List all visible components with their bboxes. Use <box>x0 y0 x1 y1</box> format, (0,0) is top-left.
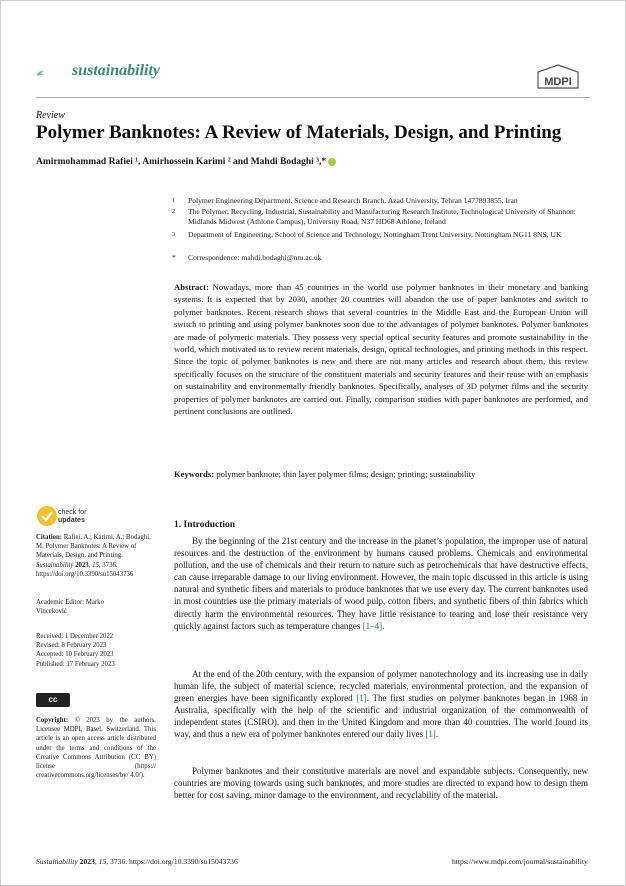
citation-volume: 15 <box>92 561 99 569</box>
check-for-text: check for <box>58 509 87 516</box>
updates-text: updates <box>58 517 85 524</box>
cc-icon: cc <box>48 695 58 704</box>
citation-link[interactable]: [1] <box>356 693 367 704</box>
copyright-block <box>36 716 156 780</box>
abstract-text: Nowadays, more than 45 countries in the world use polymer banknotes in their monetary and banking systems. It is expected that by 2030, another 20 countries will abandon the use of paper banknotes and switch to polymer banknotes. Recent research shows that several countries in the Middle East and the European Union will switch to printing and using polymer banknotes soon due to the advantages of polymer banknotes. Polymer banknotes are made of polymeric materials. They possess very special optical security features and promote sustainability in the world, which motivated us to review recent materials, design, optical technologies, and printing methods in this respect. Since the topic of polymer banknotes is new and there are not many articles and research about them, this review specifically focuses on the structure of the constituent materials and security features and their reuse with an emphasis on sustainability and environmentally friendly banknotes. Specifically, analyses of 3D polymer films and the security properties of polymer banknotes are carried out. Finally, comparison studies with paper banknotes are performed, and pertinent conclusions are outlined. <box>174 282 588 417</box>
citation-journal: Sustainability <box>36 561 74 569</box>
citation-pages: , 3736. <box>98 561 118 569</box>
journal-name: sustainability <box>72 62 161 79</box>
authors-text: Amirmohammad Rafiei ¹, Amirhossein Karimi ² and Mahdi Bodaghi ³,* <box>36 157 327 167</box>
footer-citation: Sustainability 2023, 15, 3736. https://doi.org/10.3390/su15043736 <box>36 857 238 866</box>
affiliation-number: 1 <box>172 198 175 204</box>
intro-paragraph-1: By the beginning of the 21st century and the increase in the planet’s population, the improper use of natural resources and the destruction of the environment by humans caused problems. Chemicals and environmental pollution, and the use of chemicals and their return to nature such as petrochemicals that have destructive effects, can cause irreparable damage to our living environment. However, the main topic discussed in this article is using natural and synthetic fibers and materials to produce banknotes that we use every day. The current banknotes used in most countries use the primary materials of wood pulp, cotton fibers, and synthetic fibers of thin fabrics which directly harm the environmental resources. They have little resistance to tearing and lose their resistance very quickly against factors such as temperature changes [1–4]. <box>174 536 588 631</box>
academic-editor <box>36 598 156 616</box>
paragraph-text: Polymer banknotes and their constitutive materials are novel and expandable subjects. Consequently, new countries are moving towards using such banknotes, and more studies are directed to expand how to design them better for cost saving, minor damage to the environment, and recyclability of the material. <box>174 766 588 801</box>
footer-doi[interactable]: , 3736. https://doi.org/10.3390/su15043736 <box>106 857 238 866</box>
footer-journal-url[interactable]: https://www.mdpi.com/journal/sustainability <box>452 857 588 866</box>
article-type: Review <box>36 110 65 121</box>
date-received: Received: 1 December 2022 <box>36 633 114 640</box>
date-revised: Revised: 8 February 2023 <box>36 642 107 650</box>
intro-paragraph-2: At the end of the 20th century, with the expansion of polymer nanotechnology and its increasing use in daily human life, the subject of material science, recycled materials, environmental protection, and the expansion of green energies have been significantly explored [1]. The first studies on polymer banknotes began in 1968 in Australia, specifically with the help of the scientific and industrial organization of the commonwealth of independent states (CSIRO), and then in the United Kingdom and more than 40 countries. The world found its way, and thus a new era of polymer banknotes entered our daily lives [1]. <box>174 669 589 740</box>
check-for-updates-label[interactable] <box>58 509 86 525</box>
copyright-text: © 2023 by the authors. Licensee MDPI, Basel, Switzerland. This article is an open access article distributed under the terms and conditions of the Creative Commons Attribution (CC BY) license (https:// creativecommons.org/licenses/by/ 4.0/). <box>36 717 156 780</box>
affiliation-text: Department of Engineering, School of Science and Technology, Nottingham Trent University, Nottingham NG11 8NS, UK <box>188 230 562 239</box>
paragraph-text: At the end of the 20th century, with the expansion of polymer nanotechnology and its increasing use in daily human life, the subject of material science, recycled materials, environmental protection, and the expansion of green energies have been significantly explored <box>174 669 588 704</box>
article-title: Polymer Banknotes: A Review of Materials, Design, and Printing <box>36 122 562 143</box>
citation-link[interactable]: [1–4] <box>362 620 383 631</box>
affiliation-number: * <box>172 253 176 262</box>
citation-block: Citation: Rafiei, A.; Karimi, A.; Bodaghi, M. Polymer Banknotes: A Review of Materials, Design, and Printing. Sustainability 2023, 15, 3736. https://doi.org/10.3390/su15043736 <box>36 534 151 578</box>
mdpi-logo <box>536 64 580 92</box>
keywords-text: polymer banknote; thin layer polymer films; design; printing; sustainability <box>216 469 476 479</box>
cc-by-license-badge[interactable] <box>36 693 70 707</box>
footer-volume: 15 <box>98 857 107 866</box>
copyright-label: Copyright: <box>36 717 69 724</box>
abstract-label: Abstract: <box>174 282 209 292</box>
citation-year: 2023 <box>75 561 89 569</box>
affiliation-text: The Polymer, Recycling, Industrial, Sustainability and Manufacturing Research Institute, Technological University of Shannon: Midlands Midwest (Athlone Campus), University Road, N37 HD68 Athlone, Ireland <box>188 207 576 226</box>
correspondence-text[interactable]: Correspondence: mahdi.bodaghi@ntu.ac.uk <box>188 253 322 262</box>
date-published: Published: 17 February 2023 <box>36 660 115 668</box>
intro-paragraph-3 <box>174 765 588 801</box>
author-list <box>36 157 336 167</box>
citation-link[interactable]: [1] <box>425 729 436 740</box>
section-heading: 1. Introduction <box>174 520 236 530</box>
abstract <box>174 281 588 417</box>
editor-label: Academic Editor: Marko <box>36 599 104 606</box>
affiliation-number: 2 <box>172 209 175 215</box>
citation-doi[interactable]: https://doi.org/10.3390/su15043736 <box>36 570 134 578</box>
publication-dates <box>36 632 156 669</box>
editor-name: Vinceković <box>36 608 67 616</box>
citation-text: Rafiei, A.; Karimi, A.; Bodaghi, M. Polymer Banknotes: A Review of Materials, Design, and Printing. <box>36 534 151 560</box>
check-for-updates-icon[interactable] <box>36 505 58 527</box>
footer-year: 2023 <box>79 857 95 866</box>
footer-journal: Sustainability <box>36 857 78 866</box>
publisher-name: MDPI <box>544 76 572 88</box>
header-divider <box>36 97 590 98</box>
affiliation-text: Polymer Engineering Department, Science and Research Branch, Azad University, Tehran 1477893855, Iran <box>188 196 518 205</box>
citation-label: Citation: <box>36 534 63 541</box>
keywords-label: Keywords: <box>174 469 215 479</box>
orcid-icon[interactable] <box>328 158 336 166</box>
paragraph-text: By the beginning of the 21st century and the increase in the planet’s population, the improper use of natural resources and the destruction of the environment by humans caused problems. Chemicals and environmental pollution, and the use of chemicals and their return to nature such as petrochemicals that have destructive effects, can cause irreparable damage to our living environment. However, the main topic discussed in this article is using natural and synthetic fibers and materials to produce banknotes that we use every day. The current banknotes used in most countries use the primary materials of wood pulp, cotton fibers, and synthetic fibers of thin fabrics which directly harm the environmental resources. They have little resistance to tearing and lose their resistance very quickly against factors such as temperature changes <box>174 536 588 631</box>
paragraph-text: . The first studies on polymer banknotes began in 1968 in Australia, specifically with the help of the scientific and industrial organization of the commonwealth of independent states (CSIRO), and then in the United Kingdom and more than 40 countries. The world found its way, and thus a new era of polymer banknotes entered our daily lives <box>174 693 589 740</box>
keywords <box>174 468 588 480</box>
sustainability-leaf-icon <box>36 58 70 88</box>
date-accepted: Accepted: 10 February 2023 <box>36 651 114 659</box>
affiliation-number: 3 <box>172 232 175 238</box>
